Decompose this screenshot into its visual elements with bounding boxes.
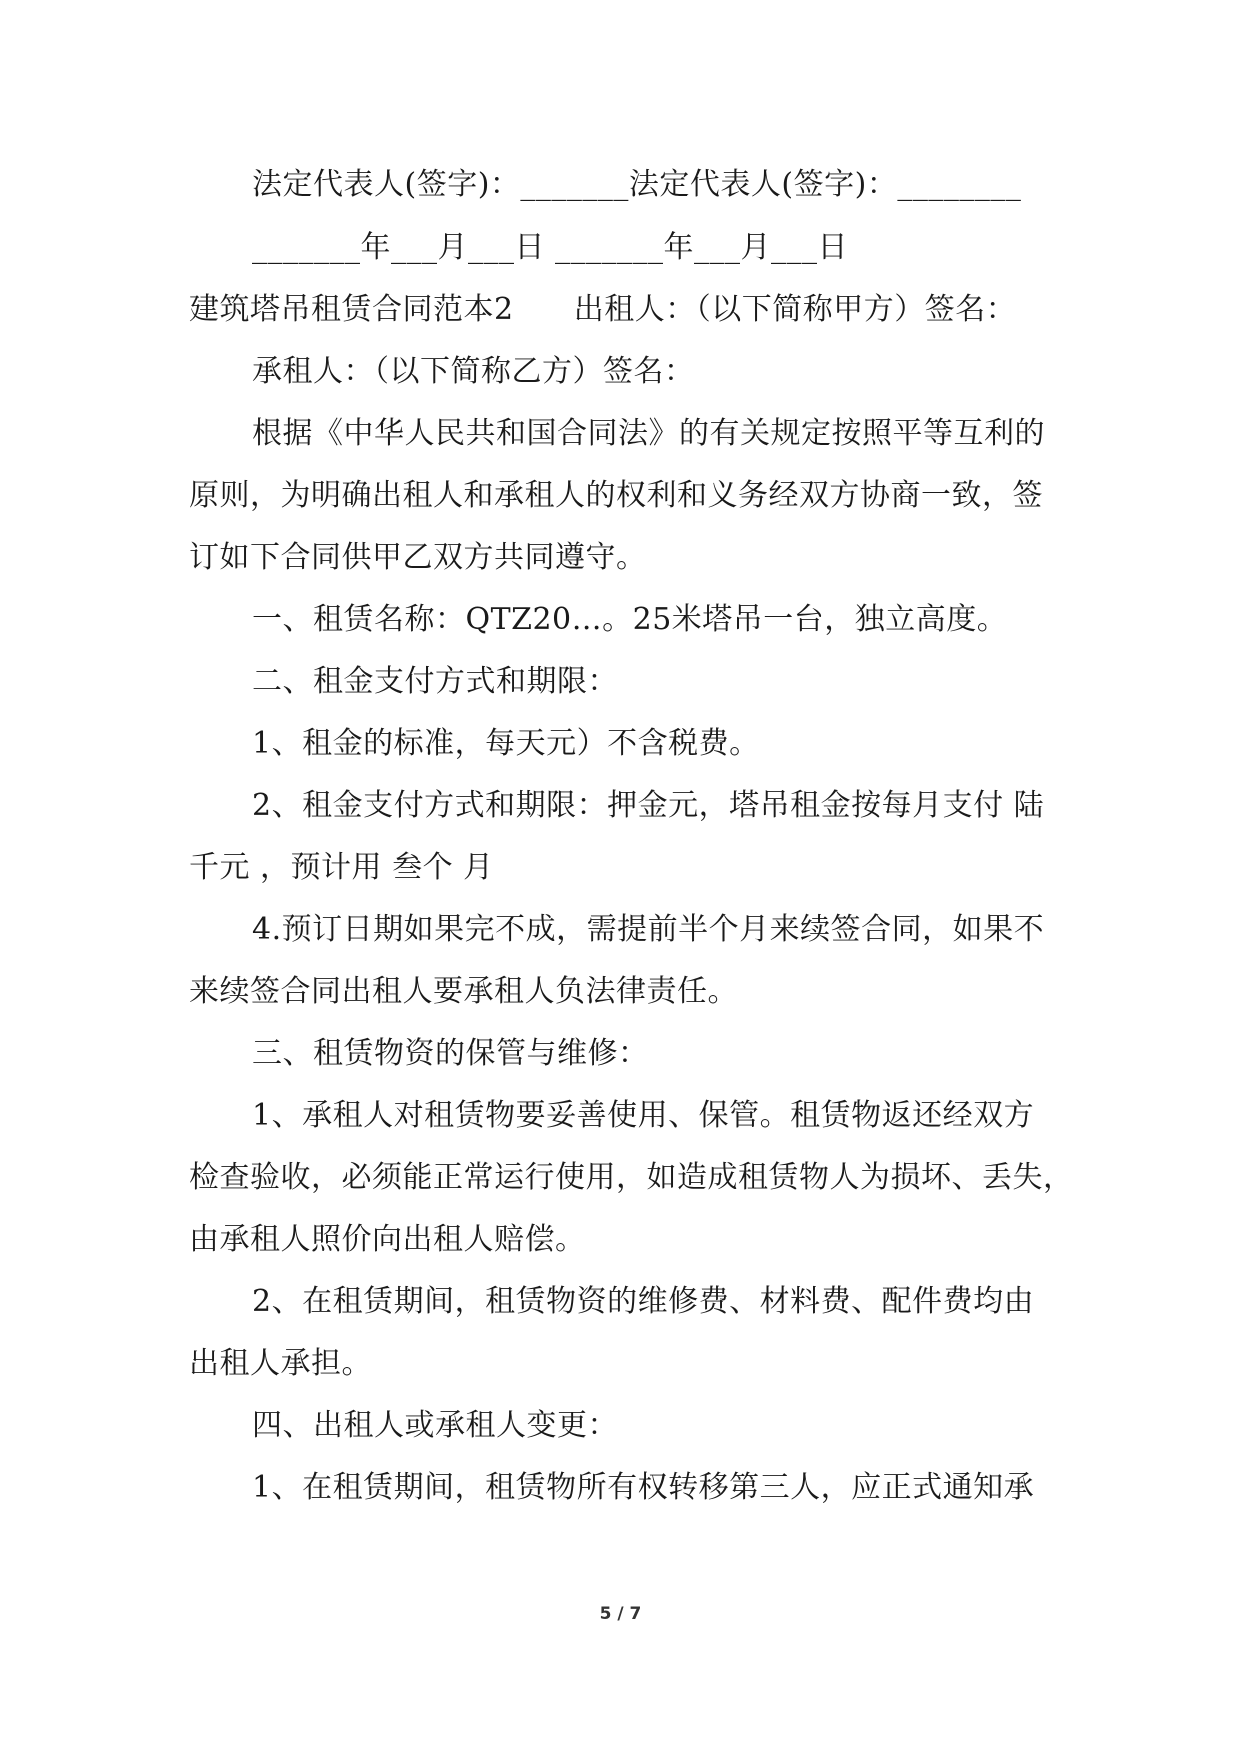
clause-item: 2、租金支付方式和期限：押金元，塔吊租金按每月支付 陆	[252, 788, 1045, 823]
paragraph-line: 原则，为明确出租人和承租人的权利和义务经双方协商一致，签	[189, 478, 1043, 513]
page-number: 5 / 7	[599, 1604, 642, 1624]
clause-heading: 三、租赁物资的保管与维修：	[252, 1036, 649, 1071]
clause-item: 1、在租赁期间，租赁物所有权转移第三人，应正式通知承	[252, 1470, 1035, 1505]
clause-item: 1、租金的标准，每天元）不含税费。	[252, 726, 760, 761]
clause-item: 4.预订日期如果完不成，需提前半个月来续签合同，如果不	[252, 912, 1045, 947]
clause-item: 出租人承担。	[189, 1346, 372, 1381]
clause-heading: 一、租赁名称：QTZ20…。25米塔吊一台，独立高度。	[252, 602, 1008, 637]
clause-item: 1、承租人对租赁物要妥善使用、保管。租赁物返还经双方	[252, 1098, 1035, 1133]
lessee-signature-line: 承租人：（以下简称乙方）签名：	[252, 354, 695, 389]
paragraph-line: 订如下合同供甲乙双方共同遵守。	[189, 540, 647, 575]
clause-item: 由承租人照价向出租人赔偿。	[189, 1222, 586, 1257]
clause-item: 千元 ，预计用 叁个 月	[189, 850, 494, 885]
paragraph-line: 根据《中华人民共和国合同法》的有关规定按照平等互利的	[252, 416, 1045, 451]
clause-item: 检查验收，必须能正常运行使用，如造成租赁物人为损坏、丢失，	[189, 1160, 1074, 1195]
clause-item: 2、在租赁期间，租赁物资的维修费、材料费、配件费均由	[252, 1284, 1035, 1319]
signature-line: 法定代表人(签字)：_______法定代表人(签字)：________	[252, 167, 1022, 202]
contract-title-line: 建筑塔吊租赁合同范本2 出租人：（以下简称甲方）签名：	[189, 292, 1017, 327]
date-line: _______年___月___日 _______年___月___日	[252, 230, 849, 265]
clause-item: 来续签合同出租人要承租人负法律责任。	[189, 974, 738, 1009]
clause-heading: 四、出租人或承租人变更：	[252, 1408, 618, 1443]
clause-heading: 二、租金支付方式和期限：	[252, 664, 618, 699]
